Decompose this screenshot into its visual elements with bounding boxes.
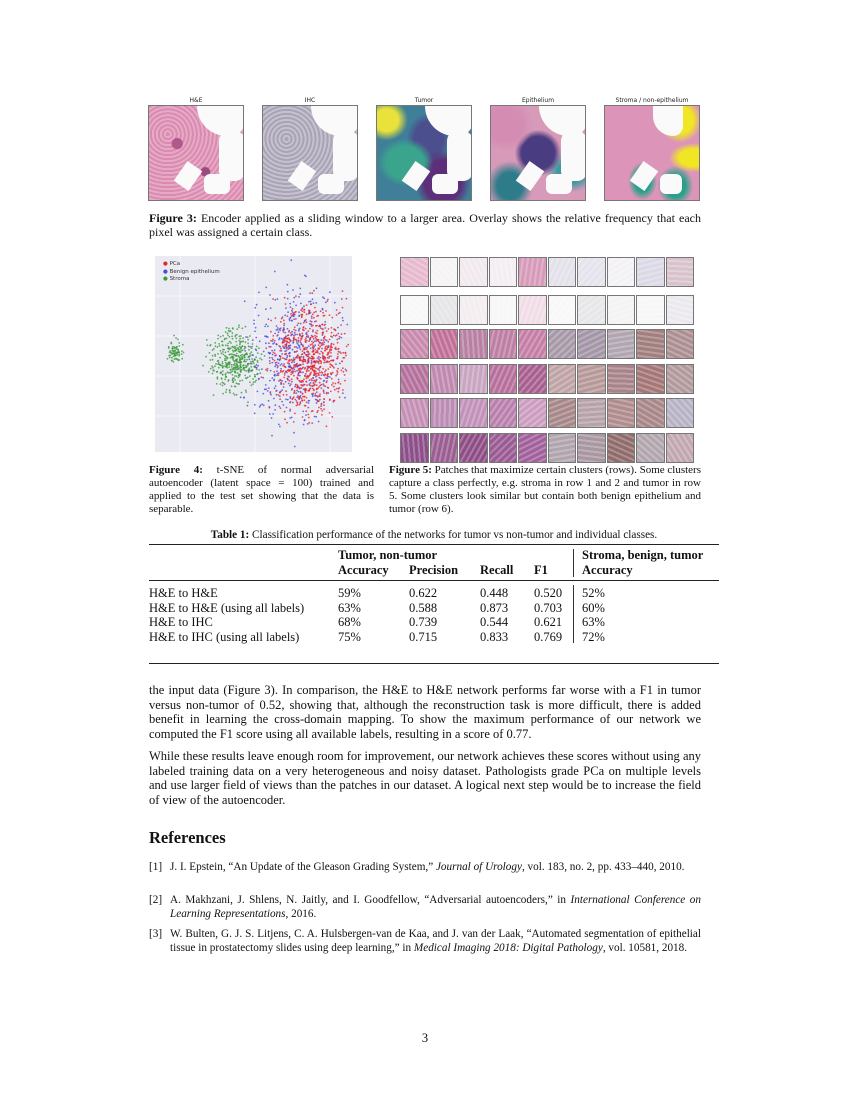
tissue-patch (430, 257, 459, 287)
caption-text: Patches that maximize certain clusters (rows). Some clusters capture a class perfectly, e.g. stroma in row 1 and 2 and tumor in row 5. Some clusters look similar but contain both benign epithelium and tumor (row 6). (389, 464, 701, 515)
row-label: H&E to H&E (149, 586, 218, 600)
tissue-patch (607, 295, 636, 325)
fig3-panel-tumor (376, 97, 472, 201)
tissue-patch (636, 295, 665, 325)
tissue-patch (518, 329, 547, 359)
tissue-patch (577, 433, 606, 463)
table-cell: 0.873 (480, 600, 509, 615)
tissue-patch (636, 329, 665, 359)
tissue-patch (666, 398, 695, 428)
table-cell: 52% (582, 586, 605, 600)
panel-title: IHC (304, 97, 316, 104)
tumor-overlay-image (376, 105, 472, 201)
tissue-patch (636, 398, 665, 428)
fig3-panel-ihc (262, 97, 358, 201)
table-1-caption (149, 529, 719, 542)
tissue-patch (607, 433, 636, 463)
table-cell: 72% (582, 629, 605, 644)
tissue-patch (577, 398, 606, 428)
tsne-legend (163, 261, 220, 284)
table-cell: 68% (338, 615, 361, 629)
row-label: H&E to IHC (using all labels) (149, 629, 300, 644)
tissue-patch (400, 433, 429, 463)
tissue-patch (400, 295, 429, 325)
table-cell: 0.520 (534, 586, 563, 600)
panel-title: Stroma / non-epithelium (615, 97, 689, 104)
tissue-patch (400, 257, 429, 287)
col-recall: Recall (480, 563, 514, 577)
caption-text: Classification performance of the networks for tumor vs non-tumor and individual classes. (249, 529, 658, 541)
row-label: H&E to IHC (149, 615, 213, 629)
group-header-tumor: Tumor, non-tumor (338, 548, 438, 562)
tissue-patch (548, 257, 577, 287)
tissue-patch (636, 433, 665, 463)
table-cell: 0.769 (534, 629, 563, 644)
tissue-patch (489, 364, 518, 394)
caption-label: Table 1: (210, 529, 250, 541)
tissue-patch (666, 295, 695, 325)
page-number: 3 (421, 1031, 429, 1045)
col-f1: F1 (534, 563, 548, 577)
tissue-patch (636, 364, 665, 394)
paragraph-discussion: While these results leave enough room for improvement, our network achieves these scores without using any labeled training data on a very heterogeneous and noisy dataset. Pathologists grade PCa on multiple levels and use larger field of views than the patches in our dataset. A logical next step would be to increase the field of view of the autoencoder. (149, 749, 701, 807)
patch-row (400, 364, 694, 394)
figure-3-caption (149, 211, 701, 239)
table-cell: 63% (582, 615, 605, 629)
tissue-patch (489, 398, 518, 428)
tissue-patch (430, 364, 459, 394)
figure-5-caption (389, 464, 701, 516)
patch-row (400, 257, 694, 287)
fig3-panel-epithelium (490, 97, 586, 201)
figure-4-caption (149, 464, 374, 516)
table-cell: 0.588 (409, 600, 438, 615)
reference-3: [3] W. Bulten, G. J. S. Litjens, C. A. Hulsbergen-van de Kaa, and J. van der Laak, “Automated segmentation of epithelial tissue in prostatectomy slides using deep learning,” in Medical Imaging 2018: Digital Pathology, vol. 10581, 2018. (149, 928, 701, 954)
tissue-patch (607, 398, 636, 428)
tissue-patch (518, 398, 547, 428)
tissue-patch (548, 398, 577, 428)
tissue-patch (577, 257, 606, 287)
table-cell: 0.703 (534, 600, 563, 615)
panel-title: H&E (189, 97, 203, 104)
he-image (148, 105, 244, 201)
caption-text: Encoder applied as a sliding window to a larger area. Overlay shows the relative frequency that each pixel was assigned a certain class. (149, 211, 701, 239)
tissue-patch (518, 433, 547, 463)
tissue-patch (489, 257, 518, 287)
references-heading: References (149, 828, 226, 847)
tissue-patch (489, 433, 518, 463)
table-body-divider (573, 585, 574, 643)
stroma-overlay-image (604, 105, 700, 201)
tissue-patch (607, 364, 636, 394)
reference-1: [1] J. I. Epstein, “An Update of the Gleason Grading System,” Journal of Urology, vol. 183, no. 2, pp. 433–440, 2010. (149, 861, 685, 873)
table-bottom-rule (149, 663, 719, 664)
tissue-patch (400, 364, 429, 394)
caption-text: t-SNE of normal adversarial autoencoder (latent space = 100) trained and applied to the test set showing that the data is separable. (149, 464, 374, 515)
fig3-panel-stroma (604, 97, 700, 201)
table-cell: 60% (582, 600, 605, 615)
tissue-patch (459, 433, 488, 463)
group-header-classes: Stroma, benign, tumor (582, 548, 704, 562)
tissue-patch (577, 329, 606, 359)
tissue-patch (548, 295, 577, 325)
table-cell: 0.448 (480, 586, 509, 600)
caption-label: Figure 3: (149, 211, 197, 225)
col-accuracy: Accuracy (338, 563, 389, 577)
fig3-panel-he (148, 97, 244, 201)
tsne-scatter (155, 256, 352, 452)
tissue-patch (430, 329, 459, 359)
table-cell: 63% (338, 600, 361, 615)
table-header-divider (573, 549, 574, 577)
tissue-patch (459, 257, 488, 287)
tissue-patch (459, 398, 488, 428)
tissue-patch (489, 295, 518, 325)
caption-label: Figure 4: (149, 464, 203, 476)
tissue-patch (459, 295, 488, 325)
col-class-accuracy: Accuracy (582, 563, 633, 577)
legend-pca: ● PCa (163, 261, 181, 267)
patch-row (400, 433, 694, 463)
legend-stroma: ● Stroma (163, 276, 190, 282)
tissue-patch (577, 295, 606, 325)
tissue-patch (430, 433, 459, 463)
table-cell: 0.833 (480, 629, 509, 644)
tissue-patch (459, 329, 488, 359)
tissue-patch (518, 295, 547, 325)
tissue-patch (518, 364, 547, 394)
legend-benign: ● Benign epithelium (163, 268, 220, 275)
col-precision: Precision (409, 563, 459, 577)
tissue-patch (400, 329, 429, 359)
tissue-patch (548, 364, 577, 394)
table-cell: 0.739 (409, 615, 438, 629)
tissue-patch (666, 364, 695, 394)
cluster-patches-grid (400, 257, 700, 457)
table-cell: 0.621 (534, 615, 563, 629)
tissue-patch (607, 329, 636, 359)
panel-title: Epithelium (521, 97, 555, 104)
table-mid-rule (149, 580, 719, 581)
panel-title: Tumor (414, 97, 434, 104)
tissue-patch (577, 364, 606, 394)
row-label: H&E to H&E (using all labels) (149, 600, 305, 615)
tissue-patch (607, 257, 636, 287)
tissue-patch (666, 329, 695, 359)
table-top-rule (149, 544, 719, 545)
tissue-patch (666, 433, 695, 463)
patch-row (400, 295, 694, 325)
tsne-plot (155, 256, 352, 452)
ihc-image (262, 105, 358, 201)
tissue-patch (489, 329, 518, 359)
table-cell: 0.715 (409, 629, 438, 644)
tissue-patch (518, 257, 547, 287)
tissue-patch (430, 398, 459, 428)
tissue-patch (430, 295, 459, 325)
tissue-patch (400, 398, 429, 428)
table-cell: 59% (338, 586, 361, 600)
paragraph-results: the input data (Figure 3). In comparison, the H&E to H&E network performs far worse with a F1 in tumor versus non-tumor of 0.52, showing that, although the reconstruction task is more difficult, there is added benefit in learning the cross-domain mapping. To show the maximum performance of our network we computed the F1 score using all available labels, resulting in a score of 0.77. (149, 683, 701, 741)
table-cell: 0.622 (409, 586, 438, 600)
epithelium-overlay-image (490, 105, 586, 201)
tissue-patch (459, 364, 488, 394)
tissue-patch (548, 329, 577, 359)
caption-label: Figure 5: (389, 464, 432, 476)
reference-2: [2] A. Makhzani, J. Shlens, N. Jaitly, and I. Goodfellow, “Adversarial autoencoders,” in International Conference on Learning Representations, 2016. (149, 894, 701, 920)
table-cell: 0.544 (480, 615, 509, 629)
tissue-patch (636, 257, 665, 287)
tissue-patch (666, 257, 695, 287)
patch-row (400, 329, 694, 359)
table-cell: 75% (338, 629, 361, 644)
patch-row (400, 398, 694, 428)
tissue-patch (548, 433, 577, 463)
